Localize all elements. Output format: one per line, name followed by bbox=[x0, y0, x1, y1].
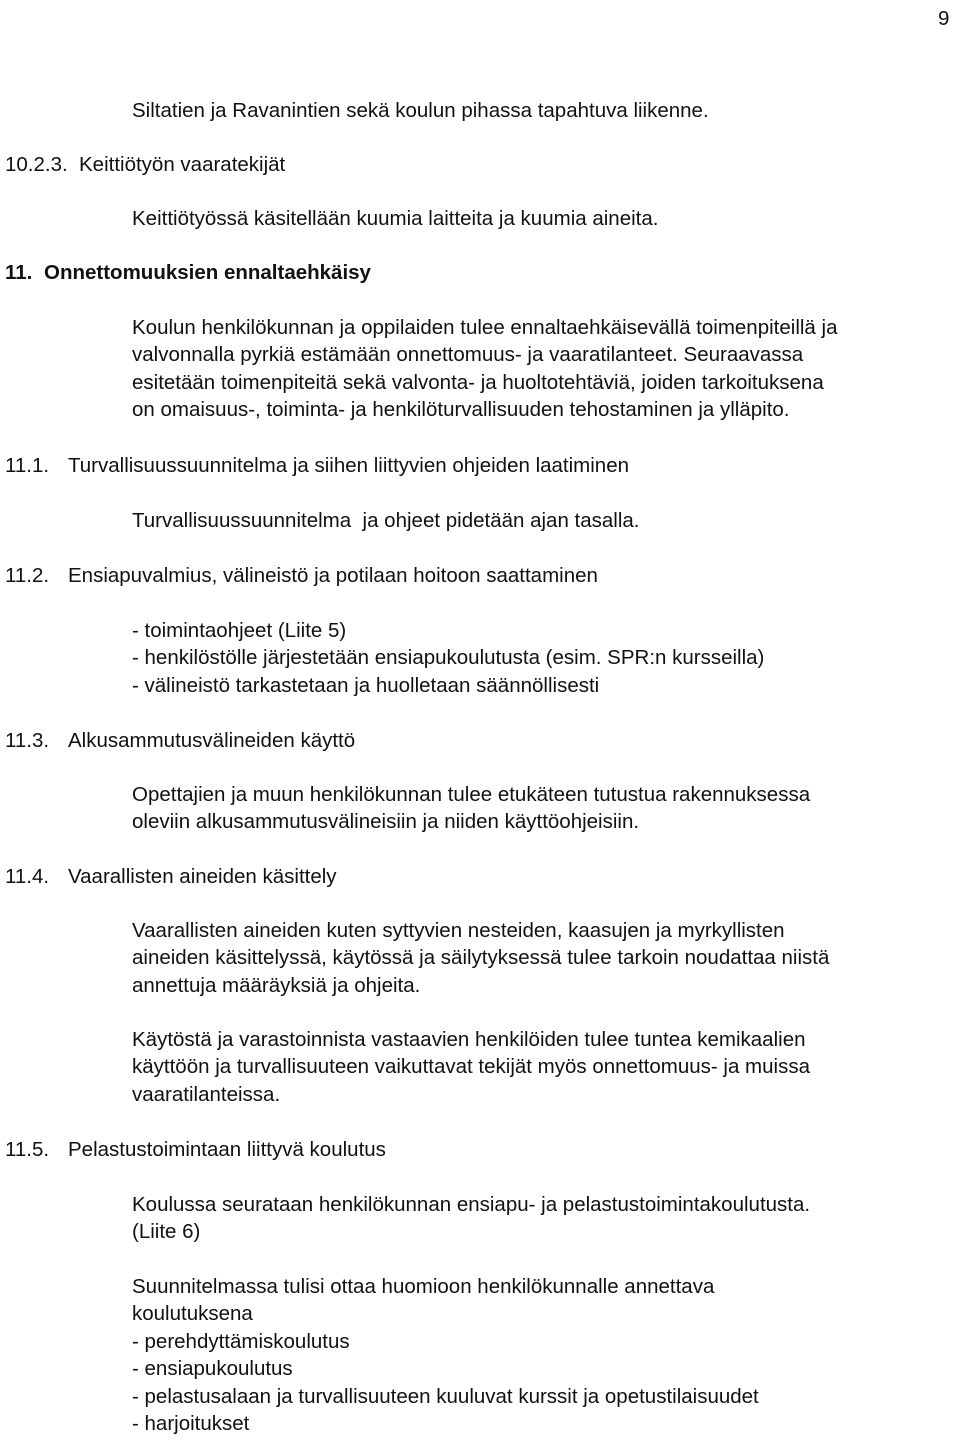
paragraph-line: Turvallisuussuunnitelma ja ohjeet pidetään ajan tasalla. bbox=[132, 509, 640, 532]
paragraph-line: Opettajien ja muun henkilökunnan tulee etukäteen tutustua rakennuksessa bbox=[132, 783, 811, 806]
section-title: Alkusammutusvälineiden käyttö bbox=[68, 729, 356, 752]
section-number: 11.4. bbox=[5, 865, 50, 888]
section-heading-11 bbox=[0, 259, 960, 286]
section-title: Pelastustoimintaan liittyvä koulutus bbox=[68, 1138, 386, 1161]
section-number: 11.5. bbox=[5, 1138, 50, 1161]
paragraph-training-follow bbox=[132, 1191, 957, 1246]
section-heading-11-2 bbox=[0, 562, 960, 589]
section-number: 11.2. bbox=[5, 564, 50, 587]
paragraph-chemical-responsibility bbox=[132, 1026, 957, 1108]
paragraph-line: (Liite 6) bbox=[132, 1220, 201, 1244]
list-item: - pelastusalaan ja turvallisuuteen kuuluvat kurssit ja opetustilaisuudet bbox=[132, 1384, 759, 1408]
section-number: 10.2.3. bbox=[5, 153, 68, 176]
section-number: 11.3. bbox=[5, 729, 50, 752]
paragraph-safety-plan bbox=[132, 507, 957, 534]
paragraph-hazardous-substances bbox=[132, 917, 957, 999]
paragraph-line: esitetään toimenpiteitä sekä valvonta- ja huoltotehtäviä, joiden tarkoituksena bbox=[132, 370, 824, 394]
paragraph-line: aineiden käsittelyssä, käytössä ja säilytyksessä tulee tarkoin noudattaa niistä bbox=[132, 946, 830, 970]
section-heading-10-2-3 bbox=[0, 151, 960, 178]
section-heading-11-4 bbox=[0, 863, 960, 890]
paragraph-line: Koulussa seurataan henkilökunnan ensiapu- ja pelastustoimintakoulutusta. bbox=[132, 1193, 811, 1216]
paragraph-line: oleviin alkusammutusvälineisiin ja niiden käyttöohjeisiin. bbox=[132, 810, 640, 834]
list-item: - välineistö tarkastetaan ja huolletaan säännöllisesti bbox=[132, 673, 600, 697]
list-item: - harjoitukset bbox=[132, 1412, 250, 1436]
section-title: Onnettomuuksien ennaltaehkäisy bbox=[44, 261, 371, 284]
section-heading-11-5 bbox=[0, 1136, 960, 1163]
paragraph-extinguishers bbox=[132, 781, 957, 836]
section-heading-11-1 bbox=[0, 452, 960, 479]
paragraph-kitchen-hazards bbox=[132, 205, 957, 232]
paragraph-line: valvonnalla pyrkiä estämään onnettomuus- ja vaaratilanteet. Seuraavassa bbox=[132, 343, 804, 367]
paragraph-line: Keittiötyössä käsitellään kuumia laitteita ja kuumia aineita. bbox=[132, 207, 659, 230]
list-item: - ensiapukoulutus bbox=[132, 1357, 293, 1381]
section-title: Turvallisuussuunnitelma ja siihen liittyvien ohjeiden laatiminen bbox=[68, 454, 630, 477]
section-heading-11-3 bbox=[0, 727, 960, 754]
list-first-aid bbox=[132, 617, 957, 699]
page-number: 9 bbox=[938, 7, 950, 30]
paragraph-traffic bbox=[132, 97, 957, 124]
section-title: Ensiapuvalmius, välineistö ja potilaan hoitoon saattaminen bbox=[68, 564, 598, 587]
paragraph-training-list bbox=[132, 1273, 957, 1437]
paragraph-line: Koulun henkilökunnan ja oppilaiden tulee ennaltaehkäisevällä toimenpiteillä ja bbox=[132, 316, 838, 339]
section-title: Keittiötyön vaaratekijät bbox=[79, 153, 286, 176]
paragraph-line: on omaisuus-, toiminta- ja henkilöturvallisuuden tehostaminen ja ylläpito. bbox=[132, 398, 790, 422]
paragraph-line: käyttöön ja turvallisuuteen vaikuttavat tekijät myös onnettomuus- ja muissa bbox=[132, 1055, 810, 1079]
paragraph-line: vaaratilanteissa. bbox=[132, 1082, 281, 1106]
paragraph-line: Vaarallisten aineiden kuten syttyvien nesteiden, kaasujen ja myrkyllisten bbox=[132, 919, 785, 942]
list-item: - perehdyttämiskoulutus bbox=[132, 1329, 350, 1353]
paragraph-line: koulutuksena bbox=[132, 1302, 253, 1326]
section-number: 11. bbox=[5, 261, 33, 284]
paragraph-line: annettuja määräyksiä ja ohjeita. bbox=[132, 973, 421, 997]
paragraph-line: Siltatien ja Ravanintien sekä koulun pihassa tapahtuva liikenne. bbox=[132, 99, 709, 122]
list-item: - toimintaohjeet (Liite 5) bbox=[132, 619, 347, 642]
section-title: Vaarallisten aineiden käsittely bbox=[68, 865, 337, 888]
paragraph-line: Suunnitelmassa tulisi ottaa huomioon henkilökunnalle annettava bbox=[132, 1275, 715, 1298]
paragraph-line: Käytöstä ja varastoinnista vastaavien henkilöiden tulee tuntea kemikaalien bbox=[132, 1028, 806, 1051]
section-number: 11.1. bbox=[5, 454, 50, 477]
paragraph-accident-prevention bbox=[132, 314, 957, 424]
list-item: - henkilöstölle järjestetään ensiapukoulutusta (esim. SPR:n kursseilla) bbox=[132, 646, 765, 670]
